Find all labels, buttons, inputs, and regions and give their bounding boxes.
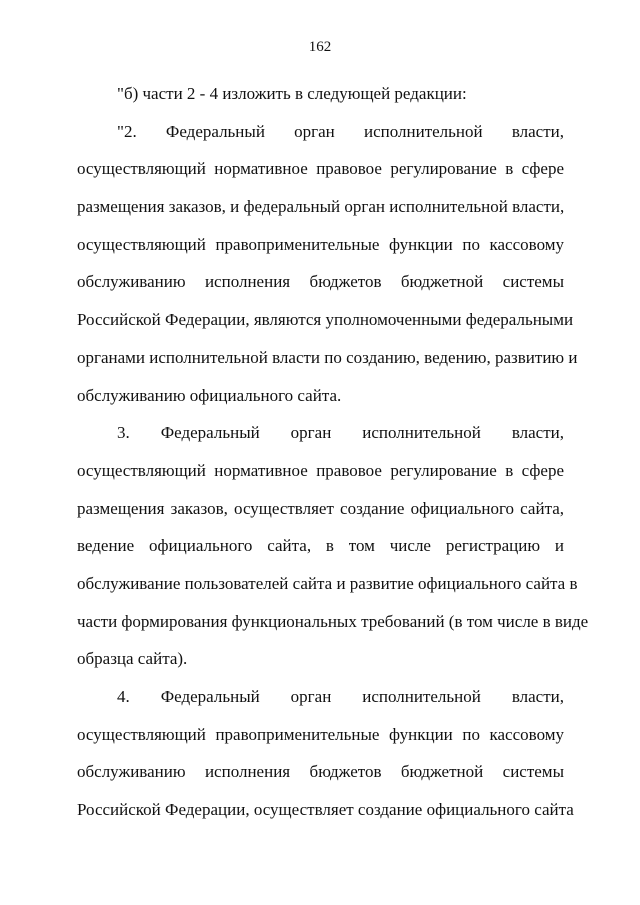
text-line: осуществляющий нормативное правовое регулирование в сфере [77, 460, 564, 480]
text-line: размещения заказов, осуществляет создание официального сайта, [77, 498, 564, 518]
text-line: ведение официального сайта, в том числе регистрацию и [77, 536, 564, 556]
text-line: обслуживание пользователей сайта и развитие официального сайта в [77, 573, 578, 593]
text-line: осуществляющий правоприменительные функции по кассовому [77, 234, 564, 254]
text-line: части формирования функциональных требований (в том числе в виде [77, 611, 589, 631]
document-body [77, 75, 589, 829]
text-line: 4. Федеральный орган исполнительной власти, [117, 687, 564, 706]
text-line: образца сайта). [77, 649, 188, 669]
text-line: обслуживанию исполнения бюджетов бюджетной системы [77, 272, 564, 292]
text-line: "2. Федеральный орган исполнительной власти, [117, 121, 564, 141]
page-number: 162 [308, 39, 332, 55]
text-line: обслуживанию официального сайта. [77, 385, 342, 405]
text-line: обслуживанию исполнения бюджетов бюджетной системы [77, 762, 564, 782]
text-line: размещения заказов, и федеральный орган исполнительной власти, [77, 197, 565, 217]
text-line: 3. Федеральный орган исполнительной власти, [117, 423, 564, 443]
text-line: органами исполнительной власти по созданию, ведению, развитию и [77, 347, 578, 367]
text-line: Российской Федерации, являются уполномоченными федеральными [77, 310, 574, 330]
text-line: Российской Федерации, осуществляет создание официального сайта [77, 800, 574, 820]
text-line: "б) части 2 - 4 изложить в следующей редакции: [117, 84, 467, 103]
text-line: осуществляющий нормативное правовое регулирование в сфере [77, 159, 564, 179]
text-line: осуществляющий правоприменительные функции по кассовому [77, 724, 564, 744]
